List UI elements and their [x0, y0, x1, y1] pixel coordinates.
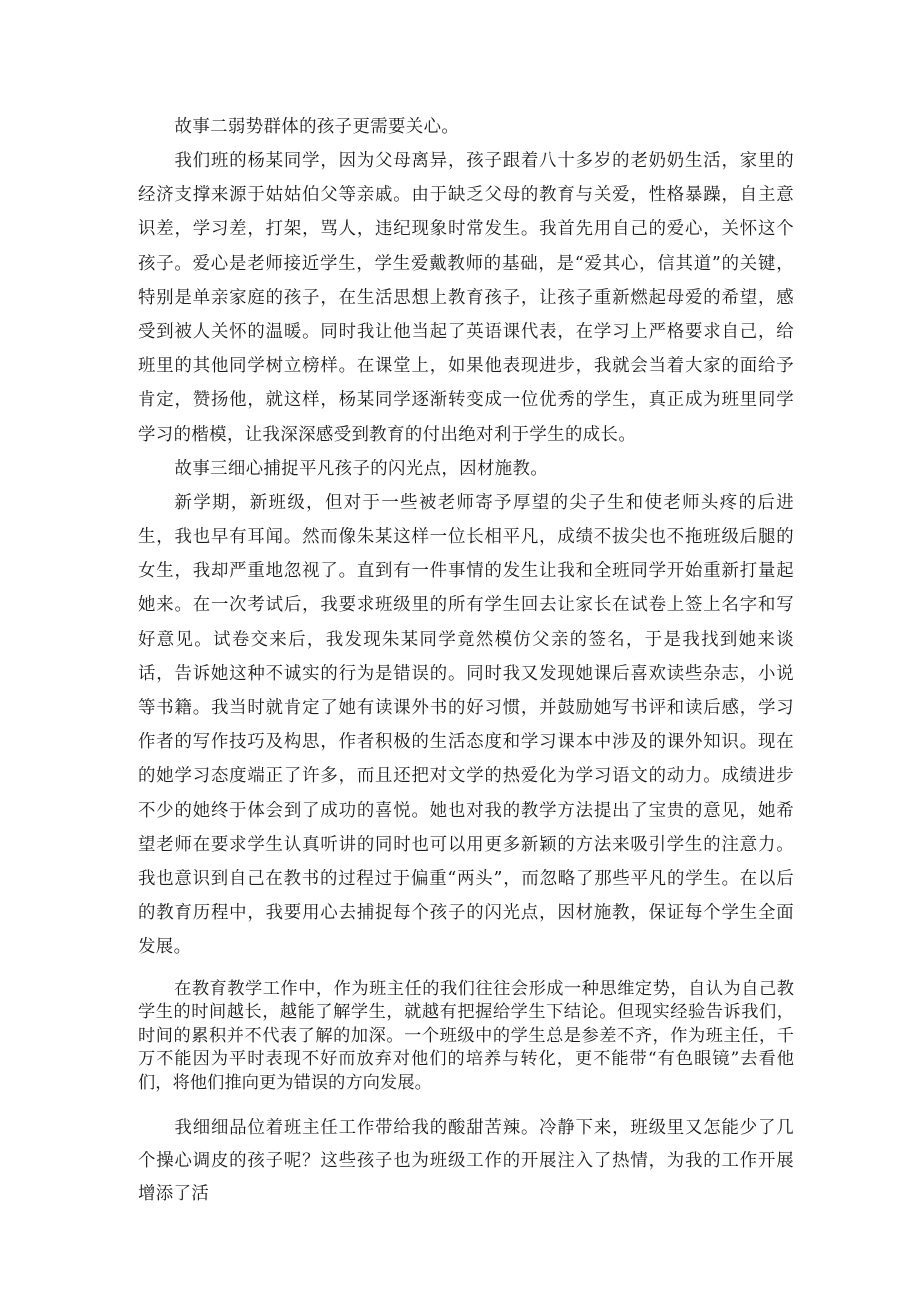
story-three-body: 新学期，新班级，但对于一些被老师寄予厚望的尖子生和使老师头疼的后进生，我也早有耳闻。然而像朱某这样一位长相平凡，成绩不拔尖也不拖班级后腿的女生，我却严重地忽视了。直到有一件事情的发生让我和全班同学开始重新打量起她来。在一次考试后，我要求班级里的所有学生回去让家长在试卷上签上名字和写好意见。试卷交来后，我发现朱某同学竟然模仿父亲的签名，于是我找到她来谈话，告诉她这种不诚实的行为是错误的。同时我又发现她课后喜欢读些杂志，小说等书籍。我当时就肯定了她有读课外书的好习惯，并鼓励她写书评和读后感，学习作者的写作技巧及构思，作者积极的生活态度和学习课本中涉及的课外知识。现在的她学习态度端正了许多，而且还把对文学的热爱化为学习语文的动力。成绩进步不少的她终于体会到了成功的喜悦。她也对我的教学方法提出了宝贵的意见，她希望老师在要求学生认真听讲的同时也可以用更多新颖的方法来吸引学生的注意力。我也意识到自己在教书的过程过于偏重“两头”，而忽略了那些平凡的学生。在以后的教育历程中，我要用心去捕捉每个孩子的闪光点，因材施教，保证每个学生全面发展。	[138, 492, 794, 958]
story-three-section	[138, 452, 794, 965]
document-page	[138, 110, 794, 1211]
story-three-title: 故事三细心捕捉平凡孩子的闪光点，因材施教。	[174, 458, 549, 479]
closing-section	[138, 1112, 794, 1211]
story-two-title: 故事二弱势群体的孩子更需要关心。	[174, 117, 460, 137]
reflection-section	[138, 978, 794, 1096]
closing-paragraph: 我细细品位着班主任工作带给我的酸甜苦辣。冷静下来，班级里又怎能少了几个操心调皮的孩子呢？这些孩子也为班级工作的开展注入了热情，为我的工作开展增添了活	[138, 1117, 794, 1204]
story-two-section	[138, 110, 794, 452]
reflection-paragraph: 在教育教学工作中，作为班主任的我们往往会形成一种思维定势，自认为自己教学生的时间越长，越能了解学生，就越有把握给学生下结论。但现实经验告诉我们，时间的累积并不代表了解的加深。一个班级中的学生总是参差不齐，作为班主任，千万不能因为平时表现不好而放弃对他们的培养与转化，更不能带“有色眼镜”去看他们，将他们推向更为错误的方向发展。	[138, 978, 794, 1094]
story-two-body: 我们班的杨某同学，因为父母离异，孩子跟着八十多岁的老奶奶生活，家里的经济支撑来源于姑姑伯父等亲戚。由于缺乏父母的教育与关爱，性格暴躁，自主意识差，学习差，打架，骂人，违纪现象时常发生。我首先用自己的爱心，关怀这个孩子。爱心是老师接近学生，学生爱戴教师的基础，是“爱其心，信其道”的关键，特别是单亲家庭的孩子，在生活思想上教育孩子，让孩子重新燃起母爱的希望，感受到被人关怀的温暖。同时我让他当起了英语课代表，在学习上严格要求自己，给班里的其他同学树立榜样。在课堂上，如果他表现进步，我就会当着大家的面给予肯定，赞扬他，就这样，杨某同学逐渐转变成一位优秀的学生，真正成为班里同学学习的楷模，让我深深感受到教育的付出绝对利于学生的成长。	[138, 151, 794, 445]
